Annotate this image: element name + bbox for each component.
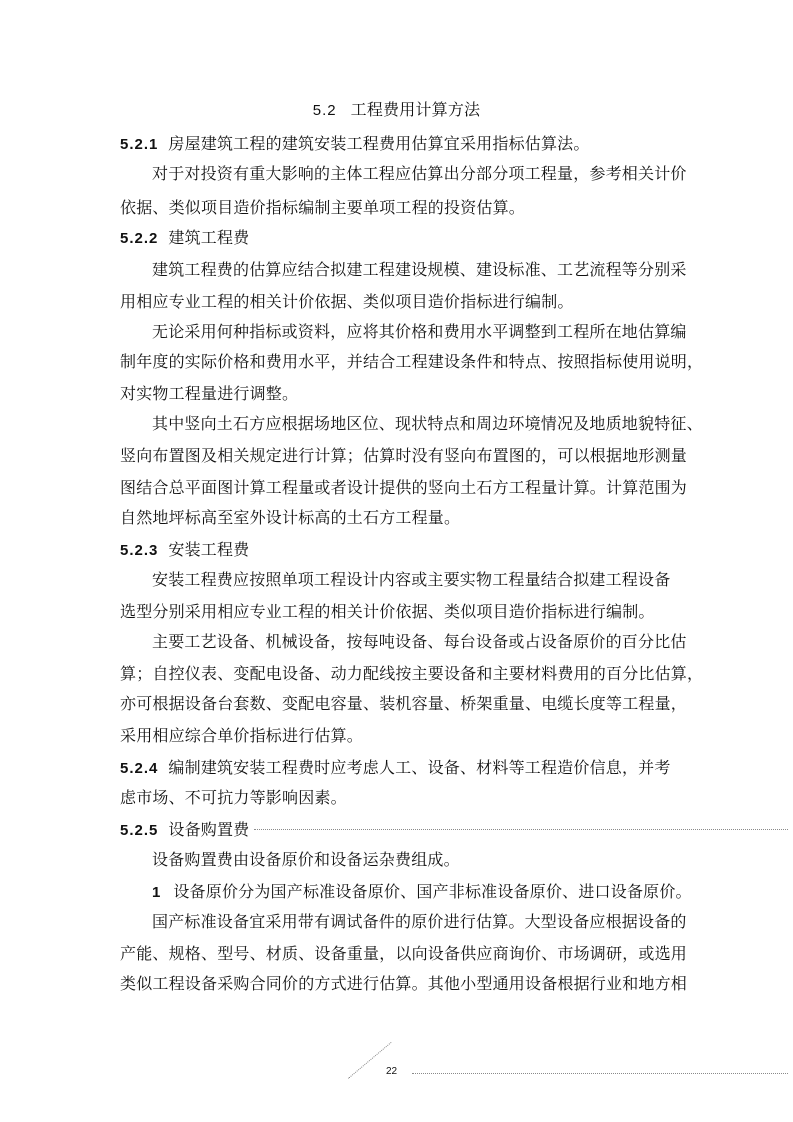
clause-heading: 安装工程费 bbox=[168, 540, 250, 559]
clause-number: 5.2.1 bbox=[120, 136, 159, 153]
clause-5-2-4 bbox=[120, 754, 671, 782]
paragraph-line: 图结合总平面图计算工程量或者设计提供的竖向土石方工程量计算。计算范围为 bbox=[120, 478, 688, 497]
clause-5-2-5 bbox=[120, 816, 249, 844]
paragraph-line: 类似工程设备采购合同价的方式进行估算。其他小型通用设备根据行业和地方相 bbox=[120, 974, 688, 993]
paragraph-line: 对实物工程量进行调整。 bbox=[120, 384, 299, 403]
clause-number: 5.2.4 bbox=[120, 760, 159, 777]
paragraph-line: 产能、规格、型号、材质、设备重量，以向设备供应商询价、市场调研，或选用 bbox=[120, 944, 688, 963]
paragraph-line: 依据、类似项目造价指标编制主要单项工程的投资估算。 bbox=[120, 198, 526, 217]
paragraph-line: 算；自控仪表、变配电设备、动力配线按主要设备和主要材料费用的百分比估算， bbox=[120, 664, 704, 683]
clause-number: 5.2.3 bbox=[120, 542, 159, 559]
clause-text: 房屋建筑工程的建筑安装工程费用估算宜采用指标估算法。 bbox=[168, 134, 590, 153]
clause-text: 编制建筑安装工程费时应考虑人工、设备、材料等工程造价信息，并考 bbox=[168, 758, 671, 777]
paragraph-line: 亦可根据设备台套数、变配电容量、装机容量、桥架重量、电缆长度等工程量， bbox=[120, 694, 688, 713]
page-number: 22 bbox=[386, 1066, 398, 1077]
footer-diagonal-dotted-line bbox=[348, 1042, 392, 1079]
paragraph-line: 建筑工程费的估算应结合拟建工程建设规模、建设标准、工艺流程等分别采 bbox=[152, 260, 687, 279]
paragraph-line: 竖向布置图及相关规定进行计算；估算时没有竖向布置图的，可以根据地形测量 bbox=[120, 446, 688, 465]
section-title-text: 工程费用计算方法 bbox=[350, 100, 481, 119]
paragraph-line: 其中竖向土石方应根据场地区位、现状特点和周边环境情况及地质地貌特征、 bbox=[152, 414, 703, 433]
clause-number: 5.2.2 bbox=[120, 230, 159, 247]
clause-5-2-3 bbox=[120, 536, 249, 564]
clause-heading: 建筑工程费 bbox=[168, 228, 250, 247]
paragraph-line: 选型分别采用相应专业工程的相关计价依据、类似项目造价指标进行编制。 bbox=[120, 602, 655, 621]
footer-dotted-line bbox=[412, 1073, 788, 1074]
clause-5-2-1 bbox=[120, 130, 590, 158]
paragraph-line: 虑市场、不可抗力等影响因素。 bbox=[120, 788, 347, 807]
section-number: 5.2 bbox=[312, 102, 337, 119]
dotted-leader-line bbox=[254, 829, 788, 830]
clause-5-2-2 bbox=[120, 224, 249, 252]
paragraph-line: 无论采用何种指标或资料，应将其价格和费用水平调整到工程所在地估算编 bbox=[152, 322, 687, 341]
list-item-text: 设备原价分为国产标准设备原价、国产非标准设备原价、进口设备原价。 bbox=[173, 882, 692, 901]
paragraph-line: 对于对投资有重大影响的主体工程应估算出分部分项工程量，参考相关计价 bbox=[152, 164, 687, 183]
paragraph-line: 用相应专业工程的相关计价依据、类似项目造价指标进行编制。 bbox=[120, 292, 574, 311]
paragraph-line: 国产标准设备宜采用带有调试备件的原价进行估算。大型设备应根据设备的 bbox=[152, 912, 687, 931]
paragraph-line: 制年度的实际价格和费用水平，并结合工程建设条件和特点、按照指标使用说明， bbox=[120, 352, 704, 371]
clause-number: 5.2.5 bbox=[120, 822, 159, 839]
paragraph-line: 安装工程费应按照单项工程设计内容或主要实物工程量结合拟建工程设备 bbox=[152, 570, 671, 589]
clause-heading: 设备购置费 bbox=[168, 820, 250, 839]
list-item bbox=[152, 878, 692, 906]
paragraph-line: 设备购置费由设备原价和设备运杂费组成。 bbox=[152, 850, 460, 869]
section-title bbox=[0, 96, 793, 124]
paragraph-line: 主要工艺设备、机械设备，按每吨设备、每台设备或占设备原价的百分比估 bbox=[152, 632, 687, 651]
paragraph-line: 自然地坪标高至室外设计标高的土石方工程量。 bbox=[120, 508, 461, 527]
list-item-number: 1 bbox=[152, 884, 162, 901]
paragraph-line: 采用相应综合单价指标进行估算。 bbox=[120, 726, 364, 745]
